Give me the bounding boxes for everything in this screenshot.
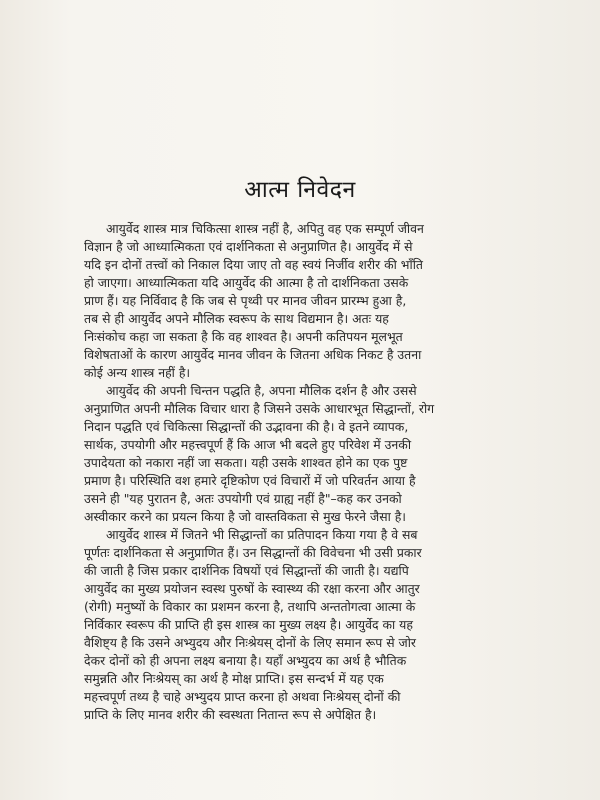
paragraph xyxy=(84,526,476,724)
text-line: विज्ञान है जो आध्यात्मिकता एवं दार्शनिकता से अनुप्राणित है। आयुर्वेद में से xyxy=(84,239,413,254)
text-line: समुन्नति और निःश्रेयस् का अर्थ है मोक्ष प्राप्ति। इस सन्दर्भ में यह एक xyxy=(84,671,384,686)
text-line: अस्वीकार करने का प्रयत्न किया है जो वास्तविकता से मुख फेरने जैसा है। xyxy=(84,509,406,524)
text-line: (रोगी) मनुष्यों के विकार का प्रशमन करना है, तथापि अन्ततोगत्वा आत्मा के xyxy=(84,599,416,614)
text-line: निदान पद्धति एवं चिकित्सा सिद्धान्तों की उद्भावना की है। वे इतने व्यापक, xyxy=(84,419,409,434)
paragraph xyxy=(84,220,476,382)
text-line: उसने ही "यह पुरातन है, अतः उपयोगी एवं ग्राह्य नहीं है"–कह कर उनको xyxy=(84,491,402,506)
text-line: देकर दोनों को ही अपना लक्ष्य बनाया है। यहाँ अभ्युदय का अर्थ है भौतिक xyxy=(84,653,407,668)
text-line: प्रमाण है। परिस्थिति वश हमारे दृष्टिकोण एवं विचारों में जो परिवर्तन आया है xyxy=(84,473,416,488)
text-line: तब से ही आयुर्वेद अपने मौलिक स्वरूप के साथ विद्यमान है। अतः यह xyxy=(84,311,389,326)
text-line: महत्त्वपूर्ण तथ्य है चाहे अभ्युदय प्राप्त करना हो अथवा निःश्रेयस् दोनों की xyxy=(84,689,401,704)
text-line: निःसंकोच कहा जा सकता है कि वह शाश्वत है। अपनी कतिपयन मूलभूत xyxy=(84,329,403,344)
paragraph xyxy=(84,382,476,526)
page-title: आत्म निवेदन xyxy=(244,177,356,203)
text-line: उपादेयता को नकारा नहीं जा सकता। यही उसके शाश्वत होने का एक पुष्ट xyxy=(84,455,408,470)
text-line: आयुर्वेद शास्त्र मात्र चिकित्सा शास्त्र नहीं है, अपितु वह एक सम्पूर्ण जीवन xyxy=(106,221,424,236)
text-line: आयुर्वेद का मुख्य प्रयोजन स्वस्थ पुरुषों के स्वास्थ्य की रक्षा करना और आतुर xyxy=(84,581,420,596)
text-line: पूर्णतः दार्शनिकता से अनुप्राणित हैं। उन सिद्धान्तों की विवेचना भी उसी प्रकार xyxy=(84,545,422,560)
text-line: की जाती है जिस प्रकार दार्शनिक विषयों एवं सिद्धान्तों की जाती है। यद्यपि xyxy=(84,563,409,578)
text-line: सार्थक, उपयोगी और महत्त्वपूर्ण हैं कि आज भी बदले हुए परिवेश में उनकी xyxy=(84,437,412,452)
text-line: विशेषताओं के कारण आयुर्वेद मानव जीवन के जितना अधिक निकट है उतना xyxy=(84,347,422,362)
text-line: आयुर्वेद की अपनी चिन्तन पद्धति है, अपना मौलिक दर्शन है और उससे xyxy=(106,383,417,398)
text-line: आयुर्वेद शास्त्र में जितने भी सिद्धान्तों का प्रतिपादन किया गया है वे सब xyxy=(106,527,418,542)
text-line: अनुप्राणित अपनी मौलिक विचार धारा है जिसने उसके आधारभूत सिद्धान्तों, रोग xyxy=(84,401,435,416)
text-line: यदि इन दोनों तत्त्वों को निकाल दिया जाए तो वह स्वयं निर्जीव शरीर की भाँति xyxy=(84,257,423,272)
text-line: निर्विकार स्वरूप की प्राप्ति ही इस शास्त्र का मुख्य लक्ष्य है। आयुर्वेद का यह xyxy=(84,617,413,632)
text-line: हो जाएगा। आध्यात्मिकता यदि आयुर्वेद की आत्मा है तो दार्शनिकता उसके xyxy=(84,275,409,290)
text-line: प्राण हैं। यह निर्विवाद है कि जब से पृथ्वी पर मानव जीवन प्रारम्भ हुआ है, xyxy=(84,293,407,308)
text-line: कोई अन्य शास्त्र नहीं है। xyxy=(84,365,191,380)
document-body xyxy=(84,220,476,724)
text-line: वैशिष्ट्य है कि उसने अभ्युदय और निःश्रेयस् दोनों के लिए समान रूप से जोर xyxy=(84,635,416,650)
text-line: प्राप्ति के लिए मानव शरीर की स्वस्थता नितान्त रूप से अपेक्षित है। xyxy=(84,707,377,722)
